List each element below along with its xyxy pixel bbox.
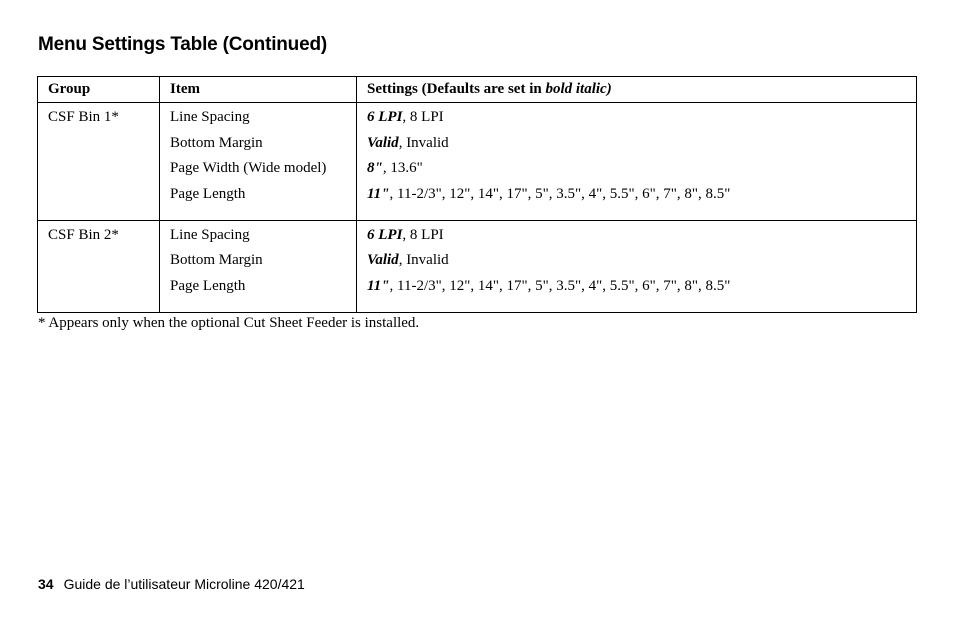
setting-values bbox=[367, 250, 906, 276]
setting-values bbox=[367, 276, 906, 302]
group-label: CSF Bin 1* bbox=[48, 109, 119, 125]
setting-values bbox=[367, 107, 906, 133]
default-value: 6 LPI bbox=[367, 226, 403, 243]
default-value: Valid bbox=[367, 134, 399, 151]
table-row bbox=[38, 220, 917, 312]
footnote: * Appears only when the optional Cut Sheet Feeder is installed. bbox=[38, 315, 420, 331]
setting-values bbox=[367, 158, 906, 184]
other-values: , 8 LPI bbox=[402, 226, 444, 243]
other-values: , 8 LPI bbox=[402, 109, 444, 125]
other-values: , 11-2/3", 12", 14", 17", 5", 3.5", 4", 5.5", 6", 7", 8", 8.5" bbox=[389, 278, 731, 295]
default-value: 6 LPI bbox=[367, 109, 403, 125]
header-settings-italic: bold italic) bbox=[545, 80, 612, 97]
other-values: , 13.6" bbox=[382, 160, 423, 177]
default-value: 11" bbox=[367, 278, 390, 295]
item-label: Page Length bbox=[170, 186, 246, 203]
header-group: Group bbox=[38, 77, 160, 103]
item-label: Line Spacing bbox=[170, 109, 250, 125]
default-value: Valid bbox=[367, 252, 399, 269]
setting-values bbox=[367, 225, 906, 251]
settings-cell bbox=[357, 103, 917, 221]
default-value: 8" bbox=[367, 160, 383, 177]
header-settings bbox=[357, 77, 917, 103]
group-cell bbox=[38, 103, 160, 221]
item-cell bbox=[160, 220, 357, 312]
table-header-row bbox=[38, 77, 917, 103]
settings-cell bbox=[357, 220, 917, 312]
other-values: , 11-2/3", 12", 14", 17", 5", 3.5", 4", 5.5", 6", 7", 8", 8.5" bbox=[389, 186, 731, 203]
setting-values bbox=[367, 133, 906, 159]
item-label: Page Width (Wide model) bbox=[170, 160, 327, 177]
footer-text: Guide de l’utilisateur Microline 420/421 bbox=[63, 576, 305, 592]
group-label: CSF Bin 2* bbox=[48, 226, 119, 243]
menu-settings-table bbox=[37, 76, 917, 313]
group-cell bbox=[38, 220, 160, 312]
page-number: 34 bbox=[38, 576, 54, 592]
table-row bbox=[38, 103, 917, 221]
other-values: , Invalid bbox=[398, 252, 449, 269]
setting-values bbox=[367, 184, 906, 210]
item-cell bbox=[160, 103, 357, 221]
item-label: Bottom Margin bbox=[170, 252, 263, 269]
page-title: Menu Settings Table (Continued) bbox=[38, 34, 327, 55]
default-value: 11" bbox=[367, 186, 390, 203]
item-label: Page Length bbox=[170, 278, 246, 295]
table-body bbox=[38, 103, 917, 313]
other-values: , Invalid bbox=[398, 134, 449, 151]
item-label: Bottom Margin bbox=[170, 134, 263, 151]
page-footer bbox=[38, 576, 305, 592]
item-label: Line Spacing bbox=[170, 226, 250, 243]
header-settings-prefix: Settings (Defaults are set in bbox=[367, 80, 546, 97]
header-item: Item bbox=[160, 77, 357, 103]
